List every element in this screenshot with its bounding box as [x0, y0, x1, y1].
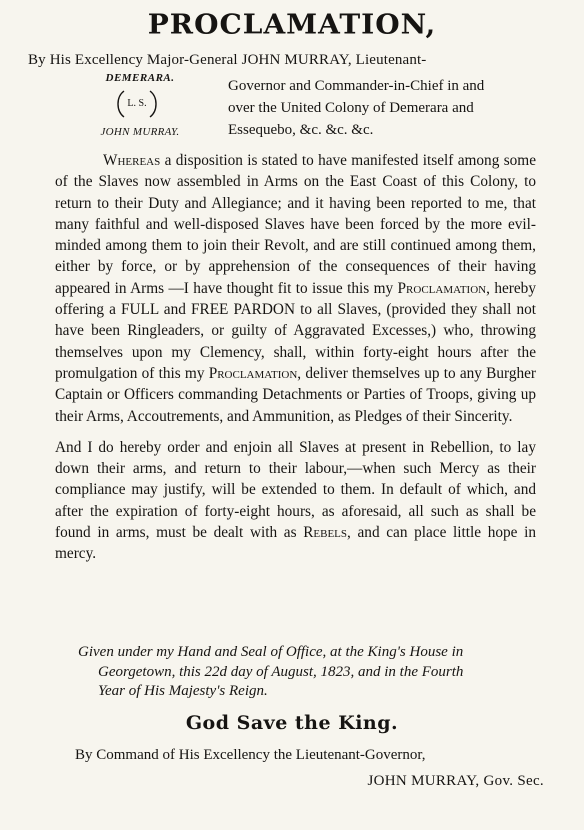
seal-ls-label: L. S. — [127, 98, 147, 109]
god-save-the-king: God Save the King. — [185, 712, 399, 734]
proclamation-body — [55, 150, 536, 565]
rebels-word: Rebels — [303, 524, 348, 542]
governor-line: Essequebo, &c. &c. &c. — [228, 122, 374, 138]
proclamation-word: Proclamation — [208, 364, 298, 382]
command-line: By Command of His Excellency the Lieutenant-Governor, — [75, 747, 426, 763]
paragraph-text: , hereby offering a FULL and FREE PARDON to all Slaves, (provided they shall not have been Ringleaders, or guilty of Aggravated Excesses,) who, throwing themselves upon my Clemency, shall, within forty-eight hours after the promulgation of this my — [55, 279, 536, 382]
paragraph-order — [55, 437, 536, 565]
governor-titles — [228, 75, 484, 141]
seal-signature: JOHN MURRAY. — [100, 126, 180, 138]
paragraph-text: , and can place little hope in mercy. — [55, 524, 537, 563]
paragraph-text: And I do hereby order and enjoin all Slaves at present in Rebellion, to lay down their arms, and return to their labour,—when such Mercy as their compliance may justify, will be extended to them. In default of which, and after the expiration of forty-eight hours, as aforesaid, all such as shall be found in arms, must be dealt with as — [55, 438, 536, 542]
given-under-seal — [78, 643, 548, 702]
given-line: Georgetown, this 22d day of August, 1823, and in the Fourth — [98, 663, 464, 680]
paragraph-text: , deliver themselves up to any Burgher Captain or Officers commanding Detachments or Parties of Troops, giving up their Arms, Accoutrements, and Ammunition, as Pledges of their Sincerity. — [55, 364, 536, 425]
seal-place: DEMERARA. — [105, 72, 175, 84]
seal-mark — [116, 89, 158, 119]
secretary-signature: JOHN MURRAY, Gov. Sec. — [367, 773, 544, 789]
paragraph-text: a disposition is stated to have manifested itself among some of the Slaves now assembled in Arms on the East Coast of this Colony, to return to their Duty and Allegiance; and it having been reported to me, that many faithful and well-disposed Slaves have been forced by the more evil-minded among them to join their Revolt, and are still continued among them, either by force, or by apprehension of the consequences of their having appeared in Arms —I have thought fit to issue this my — [55, 152, 536, 297]
proclamation-title: PROCLAMATION, — [147, 8, 437, 41]
given-line: Given under my Hand and Seal of Office, at the King's House in — [78, 644, 464, 660]
given-line: Year of His Majesty's Reign. — [98, 683, 268, 699]
opening-word: Whereas — [103, 152, 161, 169]
paragraph-pardon — [55, 150, 536, 427]
governor-line: Governor and Commander-in-Chief in and — [228, 78, 485, 94]
proclamation-word: Proclamation — [397, 279, 487, 297]
governor-line: over the United Colony of Demerara and — [228, 100, 474, 116]
seal-block — [85, 72, 195, 142]
issuer-line: By His Excellency Major-General JOHN MURRAY, Lieutenant- — [28, 52, 427, 68]
